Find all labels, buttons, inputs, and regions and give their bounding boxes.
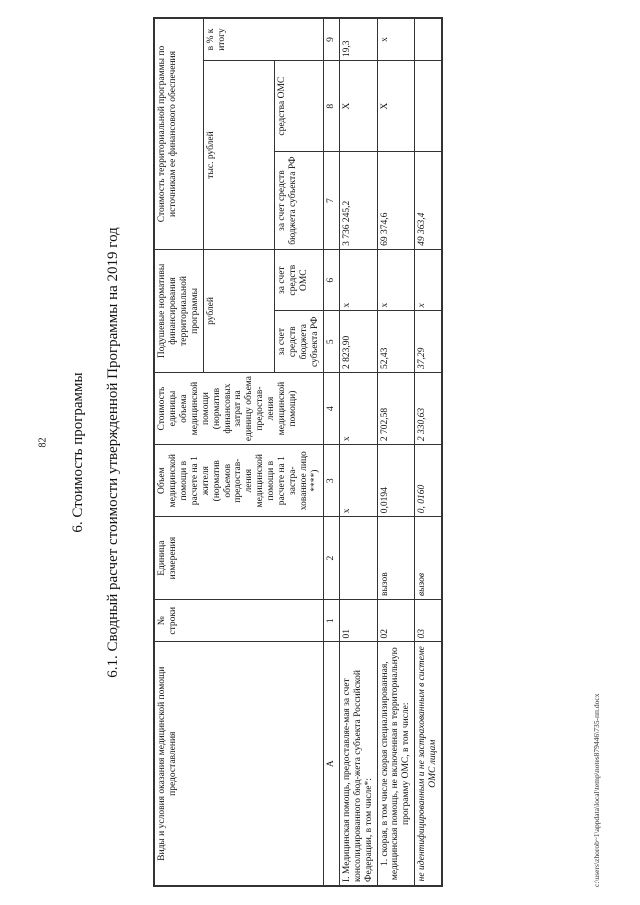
footer-file-path: c:\users\zhorob~1\appdata\local\temp\notes879446\735-пп.docx [592, 693, 601, 887]
header-sub-oms: за счет средств ОМС [275, 249, 324, 311]
header-percap-unit: рублей [203, 249, 274, 372]
row-volume: 0,0194 [377, 445, 415, 517]
row-budget-thousand: 69 374,6 [377, 152, 415, 250]
row-unit: вызов [377, 517, 415, 600]
row-name: I. Медицинская помощь, предоставляе-мая за счет консолидированного бюд-жета субъекта Российской Федерации, в том числе*: [339, 642, 377, 886]
col-number: 3 [323, 445, 339, 517]
row-oms-rub: х [377, 249, 415, 311]
col-number: 2 [323, 517, 339, 600]
cost-table [153, 17, 443, 887]
row-percent: х [377, 18, 415, 61]
header-sub-oms2: средства ОМС [275, 61, 324, 152]
col-number: А [323, 642, 339, 886]
col-number: 4 [323, 372, 339, 444]
header-col-percap: Подушевые нормативы финансирования территориальной программы [154, 249, 203, 372]
row-no: 02 [377, 600, 415, 642]
row-no: 01 [339, 600, 377, 642]
row-oms-thousand [415, 61, 442, 152]
row-budget-rub: 37,29 [415, 311, 442, 373]
row-volume: х [339, 445, 377, 517]
row-budget-rub: 52,43 [377, 311, 415, 373]
row-unit: вызов [415, 517, 442, 600]
row-name: не идентифицированным и не застрахованным в системе ОМС лицам [415, 642, 442, 886]
header-col-a: Виды и условия оказания медицинской помощи предоставления [154, 642, 323, 886]
header-col-no: № строки [154, 600, 323, 642]
row-no: 03 [415, 600, 442, 642]
col-number: 9 [323, 18, 339, 61]
col-number: 1 [323, 600, 339, 642]
header-row-1 [154, 18, 203, 886]
section-title: 6. Стоимость программы [70, 372, 86, 533]
header-col-cost: Стоимость единицы объема медицинской помощи (норматив финансовых затрат на единицу объема предостав-ления медицинской помощи) [154, 372, 323, 444]
row-oms-rub: х [339, 249, 377, 311]
row-budget-thousand: 49 363,4 [415, 152, 442, 250]
row-unit [339, 517, 377, 600]
col-number: 7 [323, 152, 339, 250]
row-budget-thousand: 3 736 245,2 [339, 152, 377, 250]
page-number: 82 [37, 437, 49, 448]
row-name: 1. скорая, в том числе скорая специализированная, медицинская помощь, не включенная в территориальную программу ОМС, в том числе: [377, 642, 415, 886]
row-percent: 19,3 [339, 18, 377, 61]
row-cost: х [339, 372, 377, 444]
row-cost: 2 702,58 [377, 372, 415, 444]
col-number: 5 [323, 311, 339, 373]
subsection-title: 6.1. Сводный расчет стоимости утвержденной Программы на 2019 год [105, 227, 121, 678]
row-oms-rub: х [415, 249, 442, 311]
row-oms-thousand: Х [339, 61, 377, 152]
header-territorial-unit: тыс. рублей [203, 61, 274, 250]
header-col-volume: Объем медицинской помощи в расчете на 1 жителя (норматив объемов предостав-ления медицинской помощи в расчете на 1 застра-хованное лицо ****) [154, 445, 323, 517]
table-row [415, 18, 442, 886]
table-row [377, 18, 415, 886]
col-number: 8 [323, 61, 339, 152]
row-oms-thousand: Х [377, 61, 415, 152]
table-row [339, 18, 377, 886]
header-col-territorial: Стоимость территориальной программы по источникам ее финансового обеспечения [154, 18, 203, 249]
row-budget-rub: 2 823,90 [339, 311, 377, 373]
col-number: 6 [323, 249, 339, 311]
header-sub-budget: за счет средств бюджета субъекта РФ [275, 311, 324, 373]
header-col-unit: Единица измерения [154, 517, 323, 600]
column-numbers-row [323, 18, 339, 886]
row-cost: 2 330,63 [415, 372, 442, 444]
header-col-percent: в % к итогу [203, 18, 323, 61]
header-sub-budget-thousand: за счет средств бюджета субъекта РФ [275, 152, 324, 250]
row-volume: 0, 0160 [415, 445, 442, 517]
row-percent [415, 18, 442, 61]
